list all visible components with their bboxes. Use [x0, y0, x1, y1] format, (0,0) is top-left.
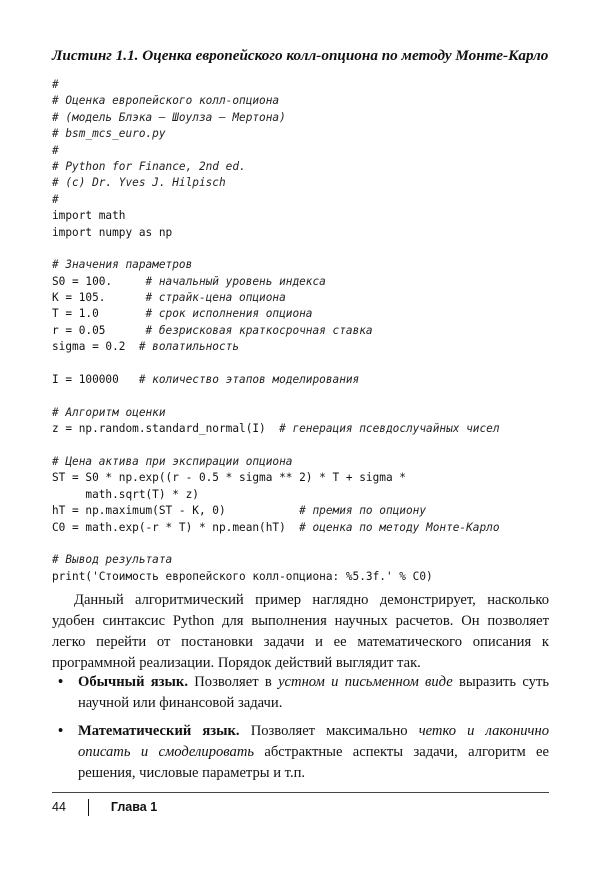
bullet-text: выразить суть научной или финансовой задачи. [78, 674, 549, 711]
code-listing [52, 77, 572, 585]
code-line [52, 487, 572, 503]
code-text: I = 100000 [52, 373, 139, 387]
bullet-icon: • [58, 674, 64, 690]
code-line [52, 421, 572, 437]
code-line [52, 241, 572, 257]
bullet-emphasis: четко и лаконично описать и смоделировать [78, 723, 549, 760]
code-comment: # Python for Finance, 2nd ed. [52, 159, 246, 173]
list-item [52, 721, 549, 784]
code-text: r = 0.05 [52, 323, 146, 337]
code-text: import math [52, 209, 126, 223]
footer-rule [52, 792, 549, 793]
bullet-text: Позволяет максимально [239, 723, 419, 739]
code-comment: # генерация псевдослучайных чисел [279, 422, 500, 436]
code-comment: # [52, 78, 59, 91]
code-line [52, 454, 572, 470]
code-line [52, 225, 572, 241]
code-text: z = np.random.standard_normal(I) [52, 422, 280, 436]
code-line [52, 520, 572, 536]
code-comment: # Оценка европейского колл-опциона [52, 94, 280, 108]
code-comment: # начальный уровень индекса [145, 274, 326, 288]
bullet-text: Позволяет в [187, 674, 279, 690]
code-line [52, 470, 572, 486]
code-text: hT = np.maximum(ST - K, 0) [52, 504, 300, 518]
code-line [52, 323, 572, 339]
bullet-emphasis: устном и письменном виде [278, 674, 453, 690]
code-line [52, 208, 572, 224]
bullet-term: Обычный язык. [78, 674, 188, 690]
chapter-label: Глава 1 [110, 800, 158, 814]
footer-divider [88, 799, 89, 816]
code-comment: # Вывод результата [52, 553, 173, 567]
code-comment: # Цена актива при экспирации опциона [52, 454, 293, 468]
code-line [52, 110, 572, 126]
code-line [52, 77, 572, 93]
code-comment: # страйк-цена опциона [145, 291, 286, 305]
code-line [52, 143, 572, 159]
code-line [52, 438, 572, 454]
code-line [52, 192, 572, 208]
code-comment: # количество этапов моделирования [138, 373, 360, 387]
code-line [52, 536, 572, 552]
code-comment: # Значения параметров [52, 258, 193, 272]
code-text: sigma = 0.2 [52, 340, 139, 354]
bullet-list [52, 672, 549, 791]
code-text: math.sqrt(T) * z) [52, 487, 199, 501]
code-line [52, 175, 572, 191]
bullet-text: абстрактные аспекты задачи, алгоритм ее решения, числовые параметры и т.п. [78, 744, 549, 781]
code-comment: # оценка по методу Монте-Карло [299, 520, 500, 534]
code-line [52, 306, 572, 322]
page-footer [52, 798, 157, 816]
code-line [52, 388, 572, 404]
code-line [52, 274, 572, 290]
code-line [52, 405, 572, 421]
code-line [52, 126, 572, 142]
code-text: import numpy as np [52, 225, 173, 239]
code-line [52, 569, 572, 585]
code-line [52, 552, 572, 568]
code-line [52, 372, 572, 388]
body-paragraph: Данный алгоритмический пример наглядно демонстрирует, насколько удобен синтаксис Python для выполнения научных расчетов. Он позволяет легко перейти от постановки задачи и ее математического описания к программной реализации. Порядок действий выглядит так. [52, 592, 549, 671]
code-text: C0 = math.exp(-r * T) * np.mean(hT) [52, 520, 300, 534]
code-line [52, 93, 572, 109]
code-text: S0 = 100. [52, 274, 146, 288]
listing-title: Листинг 1.1. Оценка европейского колл-опциона по методу Монте-Карло [52, 47, 549, 64]
code-comment: # Алгоритм оценки [52, 405, 166, 419]
list-item [52, 672, 549, 714]
code-comment: # [52, 143, 59, 157]
code-comment: # премия по опциону [299, 504, 427, 518]
code-comment: # волатильность [138, 340, 240, 354]
bullet-icon: • [58, 723, 64, 739]
code-line [52, 339, 572, 355]
code-line [52, 159, 572, 175]
code-comment: # bsm_mcs_euro.py [52, 127, 166, 141]
code-text: print('Стоимость европейского колл-опциона: %5.3f.' % C0) [52, 569, 433, 583]
page-number: 44 [52, 800, 66, 814]
code-line [52, 356, 572, 372]
code-line [52, 290, 572, 306]
code-comment: # (c) Dr. Yves J. Hilpisch [52, 176, 226, 190]
code-comment: # срок исполнения опциона [145, 307, 313, 321]
bullet-term: Математический язык. [78, 723, 240, 739]
code-text: ST = S0 * np.exp((r - 0.5 * sigma ** 2) * T + sigma * [52, 471, 406, 485]
code-text: K = 105. [52, 291, 146, 305]
code-comment: # (модель Блэка – Шоулза – Мертона) [52, 110, 286, 124]
code-line [52, 503, 572, 519]
code-line [52, 257, 572, 273]
code-text: T = 1.0 [52, 307, 146, 321]
code-comment: # [52, 192, 59, 206]
code-comment: # безрисковая краткосрочная ставка [145, 323, 373, 337]
